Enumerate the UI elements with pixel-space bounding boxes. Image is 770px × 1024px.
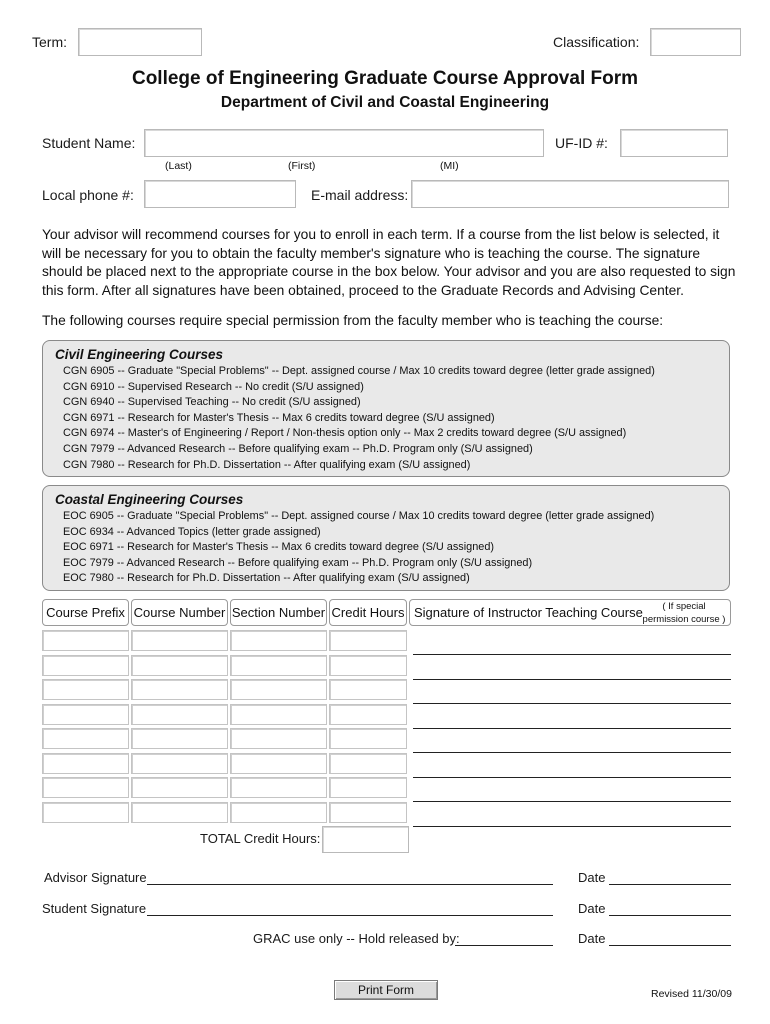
col-signature	[409, 599, 731, 626]
ufid-label: UF-ID #:	[555, 135, 608, 151]
list-item: EOC 7979 -- Advanced Research -- Before qualifying exam -- Ph.D. Program only (S/U assigned)	[63, 556, 533, 569]
course-number-input[interactable]	[131, 655, 228, 676]
course-prefix-input[interactable]	[42, 630, 129, 651]
department-title: Department of Civil and Coastal Engineering	[220, 94, 550, 111]
last-name-hint: (Last)	[165, 160, 192, 172]
first-name-hint: (First)	[288, 160, 316, 172]
section-number-input[interactable]	[230, 679, 327, 700]
section-number-input[interactable]	[230, 630, 327, 651]
advisor-signature-line[interactable]	[147, 884, 553, 885]
section-number-input[interactable]	[230, 655, 327, 676]
course-number-input[interactable]	[131, 753, 228, 774]
form-title: College of Engineering Graduate Course Approval Form	[131, 68, 639, 89]
course-prefix-input[interactable]	[42, 679, 129, 700]
list-item: CGN 6910 -- Supervised Research -- No credit (S/U assigned)	[63, 380, 364, 393]
instructor-signature-line[interactable]	[413, 777, 731, 778]
course-number-input[interactable]	[131, 704, 228, 725]
list-item: CGN 7979 -- Advanced Research -- Before qualifying exam -- Ph.D. Program only (S/U assigned)	[63, 442, 533, 455]
credit-hours-input[interactable]	[329, 728, 407, 749]
course-number-input[interactable]	[131, 728, 228, 749]
col-course-prefix: Course Prefix	[42, 599, 129, 626]
advisor-date-label: Date	[578, 870, 606, 885]
student-signature-label: Student Signature	[42, 901, 147, 916]
student-date-label: Date	[578, 901, 606, 916]
course-prefix-input[interactable]	[42, 655, 129, 676]
grac-label: GRAC use only -- Hold released by:	[253, 931, 460, 946]
list-item: EOC 6905 -- Graduate "Special Problems" -- Dept. assigned course / Max 10 credits toward degree (letter grade assigned)	[63, 510, 655, 522]
instructor-signature-line[interactable]	[413, 703, 731, 704]
coastal-course-list	[63, 509, 654, 587]
col-section-number: Section Number	[230, 599, 327, 626]
list-item: EOC 6934 -- Advanced Topics (letter grade assigned)	[63, 525, 321, 538]
course-number-input[interactable]	[131, 630, 228, 651]
col-signature-label: Signature of Instructor Teaching Course	[414, 605, 643, 620]
col-credit-hours: Credit Hours	[329, 599, 407, 626]
coastal-courses-box	[42, 485, 730, 591]
permission-note: The following courses require special permission from the faculty member who is teaching the course:	[42, 313, 664, 328]
course-prefix-input[interactable]	[42, 802, 129, 823]
list-item: CGN 6905 -- Graduate "Special Problems" -- Dept. assigned course / Max 10 credits toward degree (letter grade assigned)	[63, 365, 655, 377]
section-number-input[interactable]	[230, 777, 327, 798]
list-item: CGN 6940 -- Supervised Teaching -- No credit (S/U assigned)	[63, 396, 361, 409]
course-number-input[interactable]	[131, 679, 228, 700]
grac-line[interactable]	[455, 945, 553, 946]
email-label: E-mail address:	[311, 187, 409, 203]
section-number-input[interactable]	[230, 728, 327, 749]
civil-course-list	[63, 364, 655, 473]
credit-hours-input[interactable]	[329, 630, 407, 651]
student-signature-line[interactable]	[147, 915, 553, 916]
coastal-heading: Coastal Engineering Courses	[55, 492, 244, 507]
civil-heading: Civil Engineering Courses	[55, 347, 224, 362]
list-item: EOC 6971 -- Research for Master's Thesis -- Max 6 credits toward degree (S/U assigned)	[63, 541, 495, 554]
student-name-input[interactable]	[144, 129, 544, 157]
term-label: Term:	[32, 34, 67, 50]
advisor-date-line[interactable]	[609, 884, 731, 885]
list-item: CGN 7980 -- Research for Ph.D. Dissertation -- After qualifying exam (S/U assigned)	[63, 458, 471, 471]
special-note-line1: ( If special	[662, 601, 706, 612]
student-date-line[interactable]	[609, 915, 731, 916]
credit-hours-input[interactable]	[329, 679, 407, 700]
course-prefix-input[interactable]	[42, 753, 129, 774]
advisor-signature-label: Advisor Signature	[44, 870, 147, 885]
ufid-input[interactable]	[620, 129, 728, 157]
total-credit-input[interactable]	[322, 826, 409, 853]
civil-courses-box	[42, 340, 730, 477]
phone-label: Local phone #:	[42, 187, 134, 203]
instructor-signature-line[interactable]	[413, 752, 731, 753]
special-permission-note	[641, 600, 727, 626]
list-item: EOC 7980 -- Research for Ph.D. Dissertation -- After qualifying exam (S/U assigned)	[63, 572, 470, 585]
total-credit-label: TOTAL Credit Hours:	[200, 831, 321, 846]
special-note-line2: permission course )	[642, 614, 726, 625]
course-prefix-input[interactable]	[42, 704, 129, 725]
instructor-signature-line[interactable]	[413, 826, 731, 827]
col-course-number: Course Number	[131, 599, 228, 626]
section-number-input[interactable]	[230, 753, 327, 774]
print-form-button[interactable]: Print Form	[334, 980, 438, 1000]
middle-initial-hint: (MI)	[440, 160, 459, 172]
instructor-signature-line[interactable]	[413, 679, 731, 680]
classification-input[interactable]	[650, 28, 741, 56]
course-prefix-input[interactable]	[42, 777, 129, 798]
grac-date-line[interactable]	[609, 945, 731, 946]
course-number-input[interactable]	[131, 777, 228, 798]
section-number-input[interactable]	[230, 802, 327, 823]
course-prefix-input[interactable]	[42, 728, 129, 749]
instructor-signature-line[interactable]	[413, 728, 731, 729]
credit-hours-input[interactable]	[329, 655, 407, 676]
instructions-paragraph: Your advisor will recommend courses for you to enroll in each term. If a course from the list below is selected, it will be necessary for you to obtain the faculty member's signature who is teaching the course. The signature should be placed next to the appropriate course in the box below. Your advisor and you are also requested to sign this form. After all signatures have been obtained, proceed to the Graduate Records and Advising Center.	[42, 227, 736, 298]
term-input[interactable]	[78, 28, 202, 56]
credit-hours-input[interactable]	[329, 753, 407, 774]
credit-hours-input[interactable]	[329, 802, 407, 823]
section-number-input[interactable]	[230, 704, 327, 725]
grac-date-label: Date	[578, 931, 606, 946]
course-number-input[interactable]	[131, 802, 228, 823]
student-name-label: Student Name:	[42, 135, 136, 151]
revised-date: Revised 11/30/09	[651, 988, 732, 1000]
instructor-signature-line[interactable]	[413, 801, 731, 802]
classification-label: Classification:	[553, 34, 640, 50]
phone-input[interactable]	[144, 180, 296, 208]
list-item: CGN 6974 -- Master's of Engineering / Report / Non-thesis option only -- Max 2 credits toward degree (S/U assigned)	[63, 427, 627, 440]
credit-hours-input[interactable]	[329, 704, 407, 725]
credit-hours-input[interactable]	[329, 777, 407, 798]
list-item: CGN 6971 -- Research for Master's Thesis -- Max 6 credits toward degree (S/U assigned)	[63, 411, 495, 424]
email-input[interactable]	[411, 180, 729, 208]
instructor-signature-line[interactable]	[413, 654, 731, 655]
